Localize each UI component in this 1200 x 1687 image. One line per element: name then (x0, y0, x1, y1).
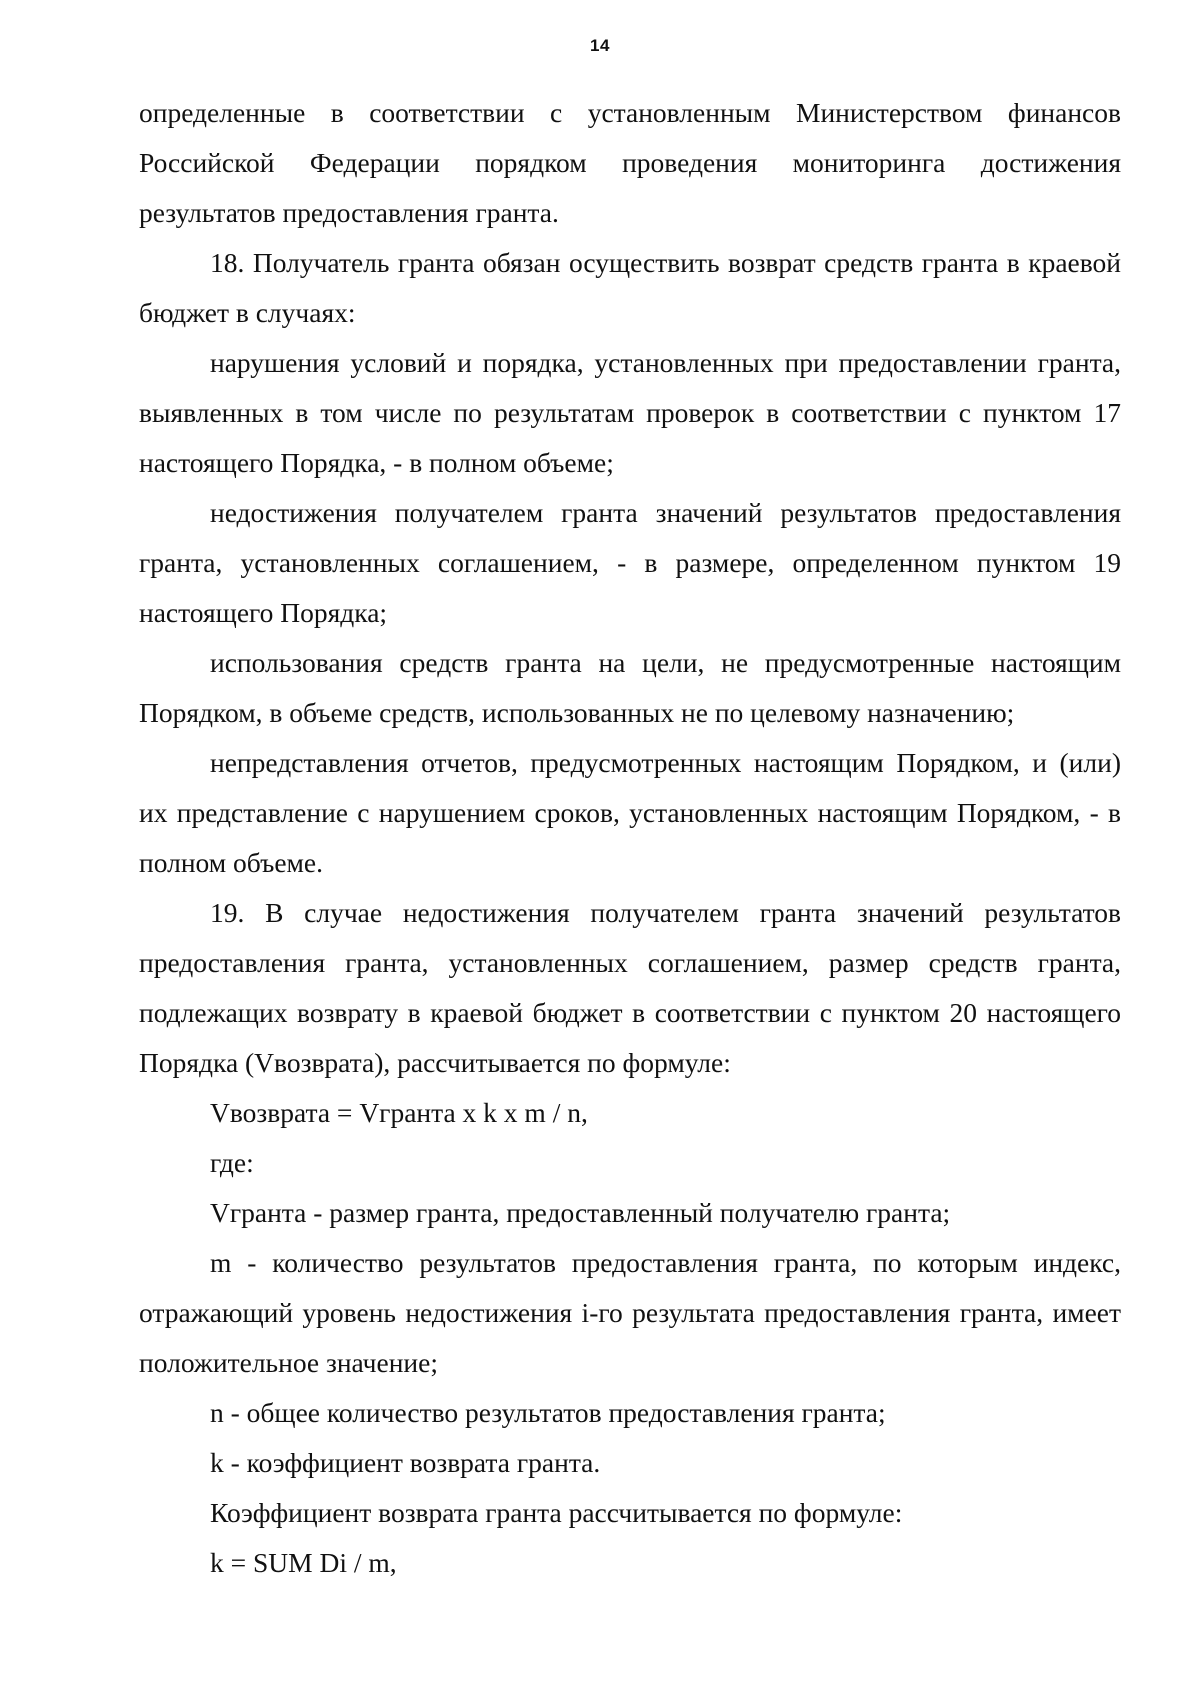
definition-v-grant: Vгранта - размер гранта, предоставленный получателю гранта; (210, 1197, 951, 1228)
definition-n: n - общее количество результатов предоставления гранта; (210, 1397, 886, 1428)
paragraph-non-submission-of-reports: непредставления отчетов, предусмотренных настоящим Порядком, и (или) их представление с нарушением сроков, установленных настоящим Порядком, - в полном объеме. (139, 747, 1121, 878)
formula-refund-amount: Vвозврата = Vгранта x k x m / n, (210, 1097, 588, 1128)
paragraph-clause-18: 18. Получатель гранта обязан осуществить возврат средств гранта в краевой бюджет в случаях: (139, 247, 1121, 328)
paragraph-coefficient-formula-intro: Коэффициент возврата гранта рассчитывается по формуле: (210, 1497, 903, 1528)
paragraph-where: где: (210, 1147, 254, 1178)
paragraph-misuse-of-funds: использования средств гранта на цели, не предусмотренные настоящим Порядком, в объеме средств, использованных не по целевому назначению; (139, 647, 1121, 728)
page-number: 14 (590, 36, 610, 55)
paragraph-non-achievement: недостижения получателем гранта значений результатов предоставления гранта, установленных соглашением, - в размере, определенном пунктом 19 настоящего Порядка; (139, 497, 1121, 628)
definition-k: k - коэффициент возврата гранта. (210, 1447, 601, 1478)
paragraph-clause-19: 19. В случае недостижения получателем гранта значений результатов предоставления гранта, установленных соглашением, размер средств гранта, подлежащих возврату в краевой бюджет в соответствии с пунктом 20 настоящего Порядка (Vвозврата), рассчитывается по формуле: (139, 897, 1121, 1078)
document-body (139, 88, 1121, 1588)
paragraph-violation-of-conditions: нарушения условий и порядка, установленных при предоставлении гранта, выявленных в том числе по результатам проверок в соответствии с пунктом 17 настоящего Порядка, - в полном объеме; (139, 347, 1121, 478)
paragraph-monitoring-continuation: определенные в соответствии с установленным Министерством финансов Российской Федерации порядком проведения мониторинга достижения результатов предоставления гранта. (139, 97, 1121, 228)
definition-m: m - количество результатов предоставления гранта, по которым индекс, отражающий уровень недостижения i-го результата предоставления гранта, имеет положительное значение; (139, 1247, 1121, 1378)
formula-coefficient: k = SUM Di / m, (210, 1547, 397, 1578)
